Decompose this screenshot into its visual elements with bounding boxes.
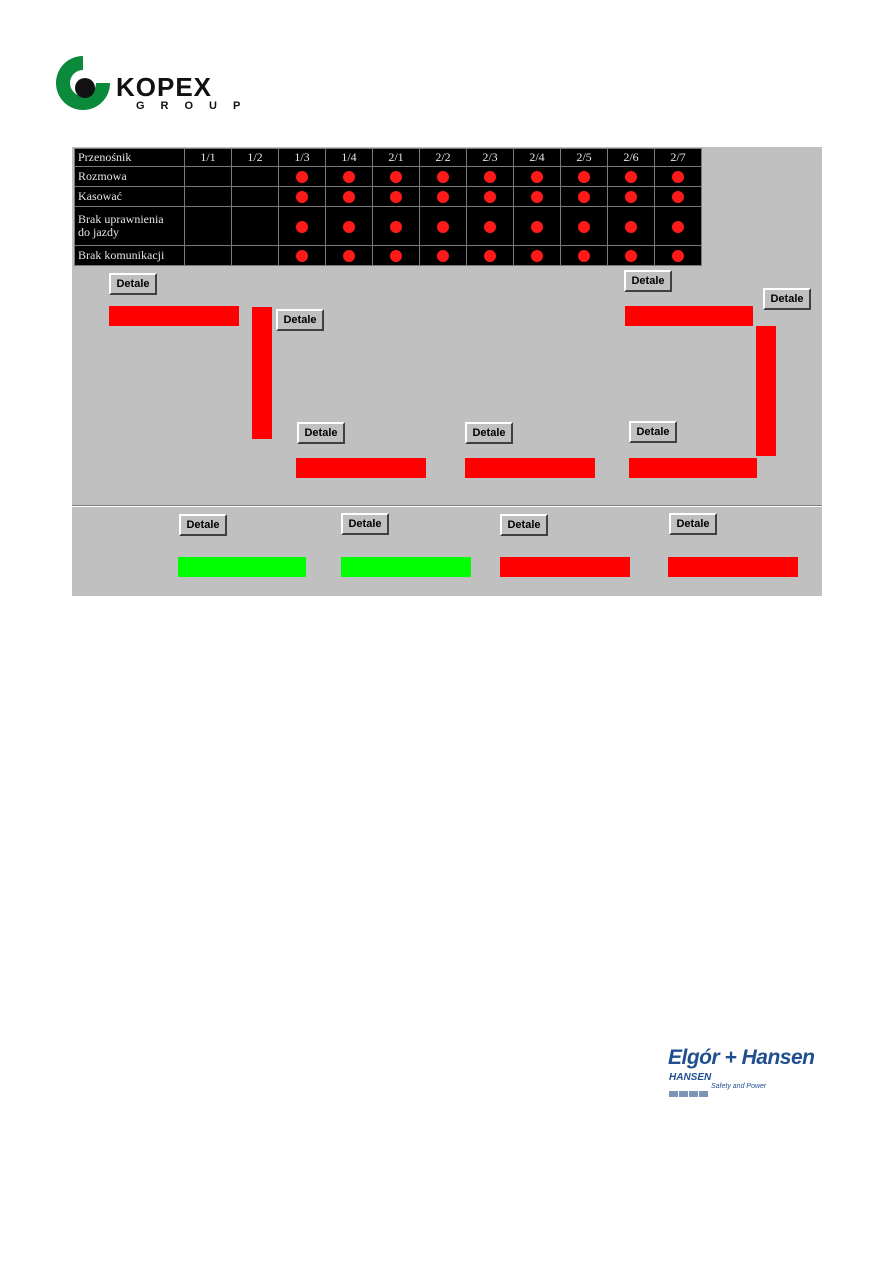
conveyor-segment — [465, 458, 595, 478]
alarm-dot-icon — [484, 250, 496, 262]
detale-button[interactable]: Detale — [276, 309, 324, 331]
status-cell — [185, 167, 232, 187]
status-cell — [561, 187, 608, 207]
alarm-dot-icon — [672, 250, 684, 262]
status-cell — [279, 187, 326, 207]
table-row — [75, 187, 702, 207]
status-cell — [326, 246, 373, 266]
conveyor-segment — [341, 557, 471, 577]
column-header: 2/6 — [608, 149, 655, 167]
status-cell — [232, 207, 279, 246]
detale-button[interactable]: Detale — [341, 513, 389, 535]
row-label-rozmowa: Rozmowa — [75, 167, 185, 187]
alarm-dot-icon — [390, 171, 402, 183]
column-header: 1/4 — [326, 149, 373, 167]
status-cell — [279, 246, 326, 266]
column-header: 1/2 — [232, 149, 279, 167]
alarm-dot-icon — [390, 221, 402, 233]
status-cell — [514, 246, 561, 266]
status-cell — [514, 207, 561, 246]
alarm-dot-icon — [578, 250, 590, 262]
status-cell — [373, 246, 420, 266]
status-cell — [467, 246, 514, 266]
panel-divider — [72, 505, 822, 507]
alarm-dot-icon — [296, 221, 308, 233]
column-header: 2/5 — [561, 149, 608, 167]
row-label-line1: Brak uprawnienia — [78, 212, 164, 226]
alarm-dot-icon — [625, 171, 637, 183]
status-cell — [467, 167, 514, 187]
detale-button[interactable]: Detale — [297, 422, 345, 444]
alarm-dot-icon — [625, 250, 637, 262]
status-cell — [279, 207, 326, 246]
status-cell — [420, 246, 467, 266]
detale-button[interactable]: Detale — [179, 514, 227, 536]
status-cell — [373, 167, 420, 187]
alarm-dot-icon — [672, 171, 684, 183]
alarm-dot-icon — [484, 221, 496, 233]
conveyor-segment — [252, 307, 272, 439]
column-header: 2/4 — [514, 149, 561, 167]
status-cell — [185, 207, 232, 246]
alarm-dot-icon — [672, 191, 684, 203]
header-label: Przenośnik — [75, 149, 185, 167]
status-table — [74, 148, 702, 266]
alarm-dot-icon — [531, 191, 543, 203]
status-cell — [655, 207, 702, 246]
conveyor-panel — [72, 147, 822, 596]
row-label-line2: do jazdy — [78, 225, 119, 239]
column-header: 2/3 — [467, 149, 514, 167]
status-cell — [326, 167, 373, 187]
status-cell — [608, 187, 655, 207]
conveyor-segment — [109, 306, 239, 326]
table-header-row — [75, 149, 702, 167]
kopex-logo — [52, 52, 257, 114]
eh-logo-hansen: HANSEN — [669, 1072, 712, 1083]
detale-button[interactable]: Detale — [109, 273, 157, 295]
status-cell — [373, 207, 420, 246]
status-cell — [608, 246, 655, 266]
conveyor-segment — [178, 557, 306, 577]
alarm-dot-icon — [578, 191, 590, 203]
status-cell — [514, 187, 561, 207]
kopex-wordmark: KOPEX — [116, 72, 213, 102]
status-cell — [185, 187, 232, 207]
detale-button[interactable]: Detale — [763, 288, 811, 310]
status-cell — [326, 187, 373, 207]
alarm-dot-icon — [343, 221, 355, 233]
status-cell — [232, 246, 279, 266]
alarm-dot-icon — [625, 191, 637, 203]
alarm-dot-icon — [390, 191, 402, 203]
alarm-dot-icon — [625, 221, 637, 233]
column-header: 2/1 — [373, 149, 420, 167]
detale-button[interactable]: Detale — [500, 514, 548, 536]
conveyor-segment — [296, 458, 426, 478]
status-cell — [561, 246, 608, 266]
row-label-brak-komunikacji: Brak komunikacji — [75, 246, 185, 266]
kopex-group-text: GROUP — [136, 100, 257, 112]
alarm-dot-icon — [437, 221, 449, 233]
status-cell — [185, 246, 232, 266]
table-row — [75, 207, 702, 246]
status-cell — [655, 246, 702, 266]
column-header: 1/3 — [279, 149, 326, 167]
alarm-dot-icon — [296, 250, 308, 262]
alarm-dot-icon — [437, 191, 449, 203]
alarm-dot-icon — [531, 171, 543, 183]
status-cell — [467, 207, 514, 246]
eh-squares-icon — [669, 1084, 709, 1102]
status-cell — [655, 187, 702, 207]
column-header: 2/7 — [655, 149, 702, 167]
status-cell — [608, 167, 655, 187]
status-cell — [232, 187, 279, 207]
table-row — [75, 167, 702, 187]
alarm-dot-icon — [343, 191, 355, 203]
conveyor-segment — [500, 557, 630, 577]
alarm-dot-icon — [343, 171, 355, 183]
status-cell — [326, 207, 373, 246]
elgor-hansen-logo — [668, 1046, 843, 1096]
conveyor-segment — [629, 458, 757, 478]
alarm-dot-icon — [531, 250, 543, 262]
status-cell — [561, 167, 608, 187]
alarm-dot-icon — [296, 171, 308, 183]
status-cell — [420, 207, 467, 246]
alarm-dot-icon — [484, 191, 496, 203]
conveyor-segment — [756, 326, 776, 456]
status-cell — [420, 187, 467, 207]
status-cell — [373, 187, 420, 207]
eh-logo-tagline: Safety and Power — [711, 1083, 767, 1090]
status-cell — [467, 187, 514, 207]
row-label-brak-uprawnienia — [75, 207, 185, 246]
alarm-dot-icon — [343, 250, 355, 262]
alarm-dot-icon — [578, 221, 590, 233]
table-row — [75, 246, 702, 266]
alarm-dot-icon — [672, 221, 684, 233]
alarm-dot-icon — [531, 221, 543, 233]
kopex-arc-icon — [52, 52, 114, 114]
detale-button[interactable]: Detale — [624, 270, 672, 292]
alarm-dot-icon — [437, 171, 449, 183]
status-cell — [655, 167, 702, 187]
status-cell — [420, 167, 467, 187]
conveyor-segment — [668, 557, 798, 577]
status-cell — [279, 167, 326, 187]
eh-logo-title: Elgór + Hansen — [668, 1046, 815, 1069]
alarm-dot-icon — [484, 171, 496, 183]
column-header: 2/2 — [420, 149, 467, 167]
detale-button[interactable]: Detale — [629, 421, 677, 443]
detale-button[interactable]: Detale — [465, 422, 513, 444]
alarm-dot-icon — [296, 191, 308, 203]
conveyor-segment — [625, 306, 753, 326]
alarm-dot-icon — [437, 250, 449, 262]
alarm-dot-icon — [578, 171, 590, 183]
detale-button[interactable]: Detale — [669, 513, 717, 535]
status-cell — [561, 207, 608, 246]
status-cell — [514, 167, 561, 187]
status-cell — [232, 167, 279, 187]
column-header: 1/1 — [185, 149, 232, 167]
row-label-kasowac: Kasować — [75, 187, 185, 207]
status-cell — [608, 207, 655, 246]
alarm-dot-icon — [390, 250, 402, 262]
